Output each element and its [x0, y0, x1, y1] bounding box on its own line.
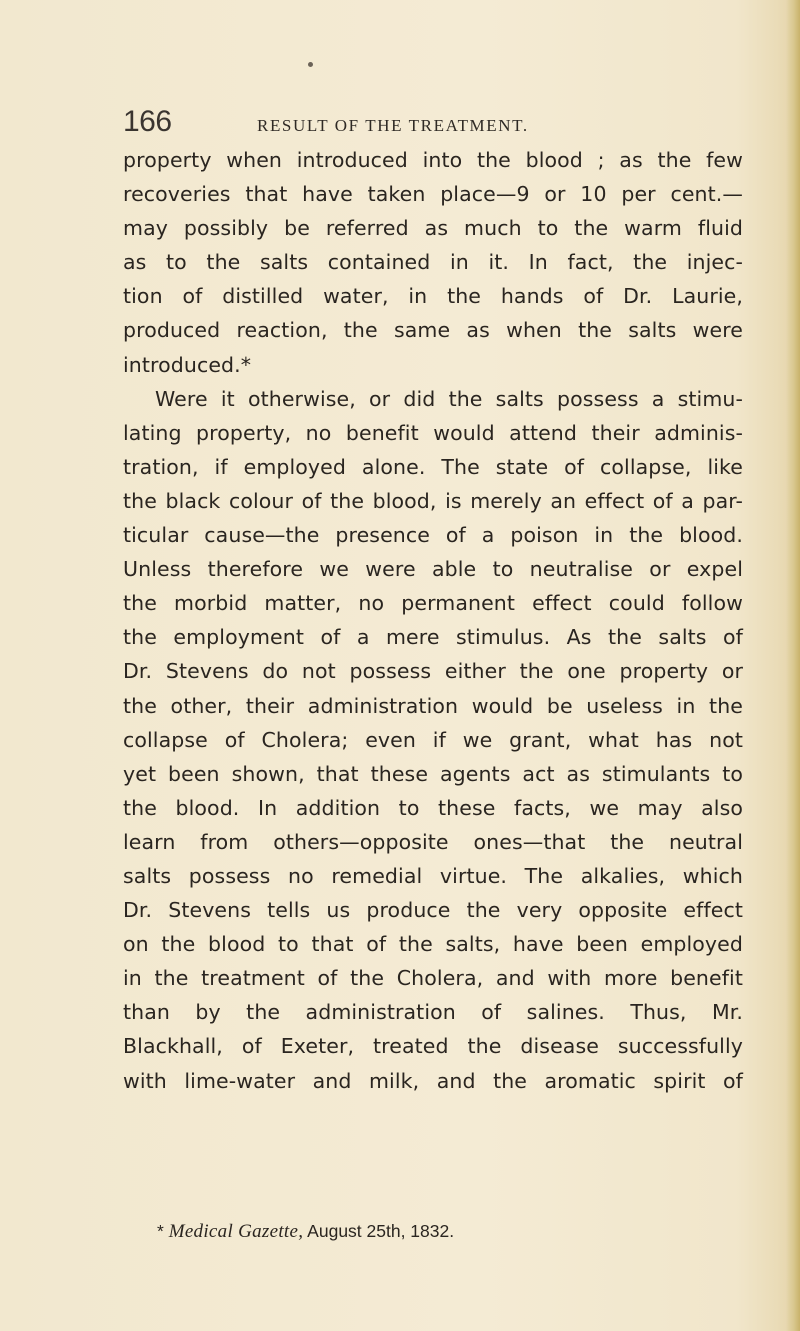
text-line: the employment of a mere stimulus. As the salts of — [123, 625, 743, 650]
text-line: property when introduced into the blood ; as the few — [123, 148, 743, 172]
text-line: as to the salts contained in it. In fact, the injec- — [123, 250, 743, 275]
text-line: Were it otherwise, or did the salts possess a stimu- — [155, 386, 743, 411]
text-line: with lime-water and milk, and the aromatic spirit of — [123, 1068, 743, 1093]
text-line: Unless therefore we were able to neutralise or expel — [123, 557, 743, 582]
text-line: collapse of Cholera; even if we grant, what has not — [123, 727, 743, 752]
text-line: the morbid matter, no permanent effect could follow — [123, 591, 743, 616]
text-line: introduced.* — [123, 352, 252, 377]
footnote-marker: * — [157, 1221, 169, 1241]
text-line: the other, their administration would be useless in the — [123, 693, 743, 718]
text-line: recoveries that have taken place—9 or 10 per cent.— — [123, 182, 743, 207]
text-line: lating property, no benefit would attend their adminis- — [123, 420, 743, 445]
ink-speck — [308, 62, 313, 67]
text-line: learn from others—opposite ones—that the neutral — [123, 829, 743, 854]
footnote — [157, 1218, 454, 1245]
text-line: in the treatment of the Cholera, and with more benefit — [123, 966, 743, 991]
text-line: Blackhall, of Exeter, treated the disease successfully — [123, 1034, 743, 1059]
text-line: than by the administration of salines. Thus, Mr. — [123, 1000, 743, 1025]
page-number: 166 — [123, 105, 172, 138]
page-edge — [786, 0, 800, 1331]
footnote-source: Medical Gazette, — [168, 1221, 304, 1242]
body-text — [123, 143, 743, 1098]
text-line: on the blood to that of the salts, have been employed — [123, 932, 743, 957]
text-line: tration, if employed alone. The state of collapse, like — [123, 454, 743, 479]
text-line: may possibly be referred as much to the warm fluid — [123, 216, 743, 241]
text-line: salts possess no remedial virtue. The alkalies, which — [123, 863, 743, 888]
footnote-date: August 25th, 1832. — [303, 1221, 455, 1241]
text-line: the blood. In addition to these facts, we may also — [123, 795, 743, 820]
text-line: ticular cause—the presence of a poison in the blood. — [123, 523, 743, 548]
text-line: the black colour of the blood, is merely an effect of a par- — [123, 488, 743, 513]
running-head: RESULT OF THE TREATMENT. — [257, 116, 529, 135]
text-line: Dr. Stevens tells us produce the very opposite effect — [123, 898, 743, 923]
text-line: yet been shown, that these agents act as stimulants to — [123, 761, 743, 786]
text-line: produced reaction, the same as when the salts were — [123, 318, 743, 343]
page-header — [123, 104, 683, 144]
text-line: tion of distilled water, in the hands of Dr. Laurie, — [123, 284, 743, 309]
text-line: Dr. Stevens do not possess either the one property or — [123, 659, 743, 684]
